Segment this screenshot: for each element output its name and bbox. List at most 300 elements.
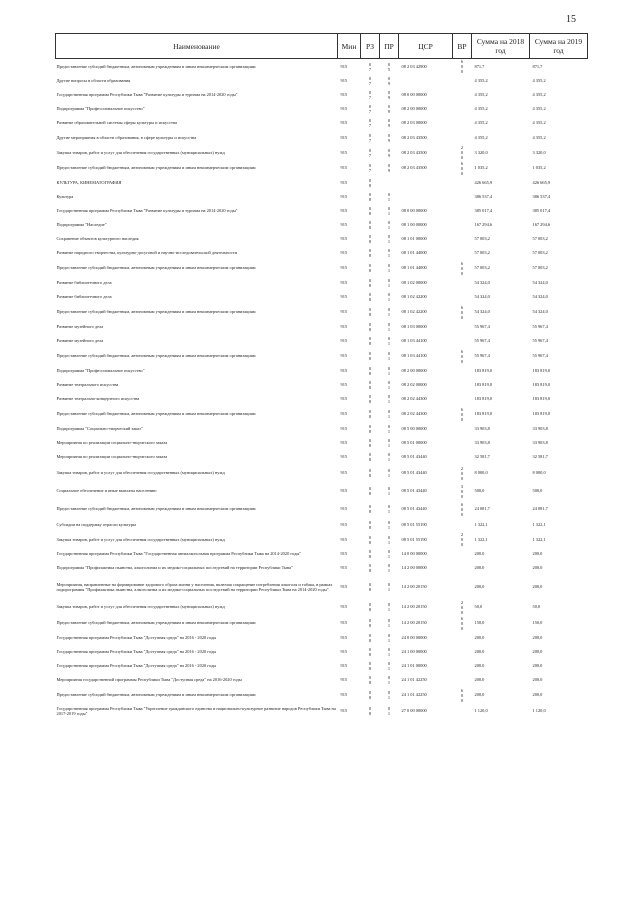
row-sum-2019: 55 967,4	[532, 324, 548, 330]
table-row	[56, 464, 588, 482]
row-rz: 0 8	[368, 706, 372, 716]
row-vr	[453, 290, 472, 304]
row-sum-2019: 54 324,0	[532, 294, 548, 300]
table-row	[56, 673, 588, 687]
row-min: 915	[340, 208, 348, 214]
row-sum-2018: 167 294,6	[474, 222, 493, 228]
row-sum-2018: 57 003,2	[474, 250, 490, 256]
row-csr: 14 0 00 00000	[401, 551, 427, 557]
table-header-row	[56, 34, 588, 59]
row-name: Предоставление субсидий бюджетным, автономным учреждениям и иным некоммерческим организациям	[56, 309, 256, 315]
row-pr: 0 1	[387, 248, 391, 258]
table-row	[56, 599, 588, 615]
row-rz: 0 7	[368, 118, 372, 128]
row-min: 915	[340, 149, 348, 155]
row-rz: 0 7	[368, 104, 372, 114]
row-csr	[399, 176, 453, 190]
row-rz: 0 7	[368, 132, 372, 143]
table-row	[56, 561, 588, 575]
row-rz: 0 8	[368, 602, 372, 612]
row-min: 915	[340, 440, 348, 446]
table-row	[56, 450, 588, 464]
row-pr: 0 1	[387, 633, 391, 643]
table-row	[56, 518, 588, 532]
row-csr: 08 2 03 43500	[401, 149, 427, 155]
row-vr	[453, 334, 472, 348]
table-row	[56, 687, 588, 703]
row-name: Мероприятия государственной программы Республики Тыва "Доступная среда" на 2016-2020 годы	[56, 677, 242, 683]
row-vr	[453, 631, 472, 645]
row-sum-2019: 33 903,8	[532, 440, 548, 446]
row-pr: 0 9	[387, 118, 391, 128]
row-sum-2019: 1 035,2	[532, 165, 546, 171]
row-name: Мероприятия, направленные на формирование здорового образа жизни у населения, включая сокращение потребления алкоголя и табака, в рамках подпрограммы "Профилактика пьянства, алкоголизма и их медико-социальных последствий на территории Республики Тыва на 2014-2020 годы"	[56, 581, 333, 592]
row-rz: 0 8	[368, 351, 372, 361]
row-name: Развитие театрального искусства	[56, 382, 119, 388]
row-sum-2019: 167 294,6	[532, 222, 551, 228]
row-sum-2018: 183 819,0	[474, 411, 493, 417]
row-sum-2019: 57 003,2	[532, 265, 548, 271]
row-min: 915	[340, 677, 348, 683]
table-row	[56, 348, 588, 364]
row-csr: 08 1 03 44100	[401, 353, 427, 359]
row-sum-2019: 200,0	[532, 677, 543, 683]
table-row	[56, 88, 588, 102]
row-min: 915	[340, 551, 348, 557]
row-csr: 08 2 02 44300	[401, 396, 427, 402]
row-pr: 0 1	[387, 504, 391, 514]
row-min: 915	[340, 106, 348, 112]
row-sum-2019: 33 903,8	[532, 426, 548, 432]
row-vr	[453, 190, 472, 204]
row-vr	[453, 547, 472, 561]
row-sum-2018: 1 322,1	[474, 536, 488, 542]
row-sum-2019: 4 355,2	[532, 78, 546, 84]
header-sum-2018: Сумма на 2018 год	[472, 34, 530, 59]
table-row	[56, 378, 588, 392]
row-rz: 0 8	[368, 192, 372, 202]
row-name: Предоставление субсидий бюджетным, автономным учреждениям и иным некоммерческим организациям	[56, 620, 256, 626]
row-pr: 0 1	[387, 192, 391, 202]
table-row	[56, 334, 588, 348]
row-sum-2019: 55 967,4	[532, 353, 548, 359]
row-sum-2019: 500,0	[532, 488, 543, 494]
row-vr	[453, 232, 472, 246]
row-name: Закупка товаров, работ и услуг для обеспечения государственных (муниципальных) нужд	[56, 604, 225, 610]
table-row	[56, 422, 588, 436]
row-sum-2018: 54 324,0	[474, 309, 490, 315]
row-pr: 0 1	[387, 602, 391, 612]
row-sum-2018: 200,0	[474, 692, 485, 698]
row-name: Предоставление субсидий бюджетным, автономным учреждениям и иным некоммерческим организациям	[56, 353, 256, 359]
row-vr: 6 0 0	[460, 501, 464, 517]
row-name: Предоставление субсидий бюджетным, автономным учреждениям и иным некоммерческим организациям	[56, 411, 256, 417]
row-csr: 08 1 01 44000	[401, 265, 427, 271]
row-name: Подпрограмма "Профессиональное искусство"	[56, 106, 145, 112]
row-sum-2019: 8 000,0	[532, 470, 546, 476]
row-name: Подпрограмма "Наследие"	[56, 222, 107, 228]
row-rz: 0 7	[368, 61, 372, 72]
row-sum-2019: 871,7	[532, 63, 543, 69]
row-sum-2019: 54 324,0	[532, 280, 548, 286]
row-csr: 08 1 01 00000	[401, 236, 427, 242]
row-csr: 08 1 03 44100	[401, 338, 427, 344]
row-name: Государственная программа Республики Тыва "Укрепление гражданского единства и национально-культурное развитие народов Республики Тыва на 2017-2019 годы"	[56, 705, 336, 716]
row-name: Подпрограмма "Профессиональное искусство"	[56, 368, 145, 374]
row-vr: 2 0 0	[460, 465, 464, 481]
row-name: Развитие музейного дела	[56, 324, 104, 330]
row-pr: 0 1	[387, 394, 391, 404]
row-min: 915	[340, 604, 348, 610]
row-pr: 0 1	[387, 520, 391, 530]
row-name: Развитие музейного дела	[56, 338, 104, 344]
row-name: Подпрограмма "Профилактика пьянства, алкоголизма и их медико-социальных последствий на территории Республики Тыва"	[56, 565, 293, 571]
row-csr: 08 2 02 44300	[401, 411, 427, 417]
row-sum-2019: 1 322,1	[532, 536, 546, 542]
row-rz: 0 8	[368, 424, 372, 434]
row-pr: 0 1	[387, 380, 391, 390]
row-name: Закупка товаров, работ и услуг для обеспечения государственных (муниципальных) нужд	[56, 536, 225, 542]
row-sum-2019: 426 665,9	[532, 180, 551, 186]
table-row	[56, 176, 588, 190]
row-csr	[399, 74, 453, 88]
row-sum-2018: 386 537,4	[474, 194, 493, 200]
row-vr	[453, 518, 472, 532]
row-pr: 0 1	[387, 424, 391, 434]
row-rz: 0 8	[368, 618, 372, 628]
table-row	[56, 246, 588, 260]
row-rz: 0 8	[368, 549, 372, 559]
row-pr: 0 9	[387, 104, 391, 114]
row-vr: 6 0 0	[460, 59, 464, 74]
row-vr: 6 0 0	[460, 304, 464, 320]
table-row	[56, 218, 588, 232]
row-rz: 0 8	[368, 647, 372, 657]
row-rz: 0 7	[368, 76, 372, 86]
row-csr: 08 0 00 00000	[401, 92, 427, 98]
row-min: 915	[340, 708, 348, 714]
row-min: 915	[340, 584, 348, 590]
row-sum-2018: 385 017,4	[474, 208, 493, 214]
row-csr: 14 2 00 20150	[401, 620, 427, 626]
row-sum-2019: 200,0	[532, 692, 543, 698]
table-row	[56, 406, 588, 422]
row-name: Государственная программа Республики Тыва "Доступная среда" на 2016 - 2020 годы	[56, 649, 217, 655]
row-csr: 24 1 00 00000	[401, 649, 427, 655]
row-vr	[453, 436, 472, 450]
row-csr: 14 2 00 20150	[401, 604, 427, 610]
row-sum-2018: 33 903,8	[474, 426, 490, 432]
row-sum-2019: 150,0	[532, 620, 543, 626]
table-row	[56, 59, 588, 75]
row-csr: 08 1 02 00000	[401, 280, 427, 286]
row-sum-2018: 150,0	[474, 620, 485, 626]
header-rz: РЗ	[361, 34, 380, 59]
row-csr: 24 1 01 42250	[401, 692, 427, 698]
row-rz: 0 8	[368, 633, 372, 643]
row-pr: 0 1	[387, 278, 391, 288]
row-vr: 6 0 0	[460, 615, 464, 631]
row-csr: 08 2 00 00000	[401, 106, 427, 112]
row-pr: 0 1	[387, 468, 391, 478]
row-vr	[453, 130, 472, 145]
table-row	[56, 364, 588, 378]
row-min: 915	[340, 309, 348, 315]
row-rz: 0 8	[368, 409, 372, 419]
row-sum-2018: 50,0	[474, 604, 483, 610]
row-vr	[453, 320, 472, 334]
row-sum-2018: 200,0	[474, 551, 485, 557]
row-csr: 24 0 00 00000	[401, 635, 427, 641]
row-vr	[453, 364, 472, 378]
row-pr: 0 1	[387, 322, 391, 332]
row-sum-2019: 200,0	[532, 649, 543, 655]
row-sum-2019: 57 003,2	[532, 250, 548, 256]
header-pr: ПР	[380, 34, 399, 59]
row-name: Предоставление субсидий бюджетным, автономным учреждениям и иным некоммерческим организациям	[56, 692, 256, 698]
row-min: 915	[340, 635, 348, 641]
table-row	[56, 190, 588, 204]
row-name: Развитие образовательной системы сферы культуры и искусства	[56, 120, 177, 126]
row-rz: 0 8	[368, 486, 372, 496]
row-vr: 6 0 0	[460, 160, 464, 176]
row-min: 915	[340, 454, 348, 460]
table-row	[56, 145, 588, 160]
row-vr: 2 0 0	[460, 145, 464, 160]
row-rz: 0 8	[368, 675, 372, 685]
row-sum-2018: 1 120,0	[474, 708, 488, 714]
row-pr: 0 9	[387, 163, 391, 173]
row-sum-2019: 57 003,2	[532, 236, 548, 242]
row-min: 915	[340, 294, 348, 300]
row-vr	[453, 176, 472, 190]
row-csr: 08 5 01 43440	[401, 470, 427, 476]
row-sum-2018: 54 324,0	[474, 280, 490, 286]
row-rz: 0 8	[368, 220, 372, 230]
row-sum-2018: 183 819,0	[474, 396, 493, 402]
row-rz: 0 7	[368, 147, 372, 158]
row-min: 915	[340, 78, 348, 84]
row-min: 915	[340, 236, 348, 242]
row-rz: 0 8	[368, 234, 372, 244]
table-row	[56, 130, 588, 145]
row-csr: 08 2 03 00000	[401, 120, 427, 126]
row-vr	[453, 703, 472, 719]
row-vr	[453, 422, 472, 436]
row-vr	[453, 204, 472, 218]
row-min: 915	[340, 324, 348, 330]
row-min: 915	[340, 63, 348, 69]
row-csr: 14 2 00 00000	[401, 565, 427, 571]
row-sum-2018: 200,0	[474, 649, 485, 655]
row-vr: 3 0 0	[460, 483, 464, 499]
row-rz: 0 8	[368, 366, 372, 376]
table-row	[56, 160, 588, 176]
row-vr	[453, 659, 472, 673]
row-pr: 0 1	[387, 661, 391, 671]
row-sum-2019: 183 819,0	[532, 411, 551, 417]
table-row	[56, 703, 588, 719]
row-pr: 0 1	[387, 336, 391, 346]
row-min: 915	[340, 620, 348, 626]
row-min: 915	[340, 194, 348, 200]
row-rz: 0 8	[368, 322, 372, 332]
row-pr: 0 1	[387, 549, 391, 559]
row-min: 915	[340, 338, 348, 344]
row-pr: 0 1	[387, 486, 391, 496]
row-min: 915	[340, 426, 348, 432]
table-row	[56, 532, 588, 547]
table-row	[56, 392, 588, 406]
table-row	[56, 575, 588, 599]
row-sum-2019: 1 322,1	[532, 522, 546, 528]
header-sum-2019: Сумма на 2019 год	[530, 34, 588, 59]
row-name: Развитие народного творчества, культурно-досуговой и научно-исследовательской деятельности	[56, 250, 238, 256]
row-min: 915	[340, 180, 348, 186]
row-sum-2018: 200,0	[474, 635, 485, 641]
row-sum-2019: 3 320,0	[532, 149, 546, 155]
row-vr	[453, 645, 472, 659]
row-name: Сохранение объектов культурного наследия	[56, 236, 139, 242]
table-row	[56, 304, 588, 320]
row-sum-2019: 24 081,7	[532, 506, 548, 512]
row-min: 915	[340, 368, 348, 374]
row-csr: 08 1 02 42200	[401, 294, 427, 300]
row-vr	[453, 74, 472, 88]
row-vr: 2 0 0	[460, 532, 464, 547]
row-vr	[453, 218, 472, 232]
row-rz: 0 8	[368, 336, 372, 346]
table-row	[56, 436, 588, 450]
row-min: 915	[340, 649, 348, 655]
row-min: 915	[340, 165, 348, 171]
row-name: Государственная программа Республики Тыва "Доступная среда" на 2016 - 2020 годы	[56, 635, 217, 641]
row-rz: 0 8	[368, 394, 372, 404]
row-rz: 0 7	[368, 163, 372, 173]
table-row	[56, 659, 588, 673]
row-name: Субсидии на поддержку отрасли культуры	[56, 522, 136, 528]
row-sum-2018: 32 581,7	[474, 454, 490, 460]
row-vr	[453, 276, 472, 290]
table-row	[56, 74, 588, 88]
row-sum-2019: 385 017,4	[532, 208, 551, 214]
row-min: 915	[340, 488, 348, 494]
row-pr: 0 1	[387, 220, 391, 230]
row-sum-2019: 183 819,0	[532, 382, 551, 388]
table-row	[56, 320, 588, 334]
row-sum-2018: 55 967,4	[474, 324, 490, 330]
row-min: 915	[340, 92, 348, 98]
row-rz: 0 8	[368, 468, 372, 478]
row-pr: 0 1	[387, 582, 391, 592]
header-vr: ВР	[453, 34, 472, 59]
row-sum-2019: 32 581,7	[532, 454, 548, 460]
row-pr: 0 9	[387, 90, 391, 100]
row-rz: 0 8	[368, 278, 372, 288]
row-vr: 2 0 0	[460, 599, 464, 615]
row-rz: 0 8	[368, 661, 372, 671]
row-sum-2019: 200,0	[532, 663, 543, 669]
row-pr: 0 1	[387, 563, 391, 573]
row-pr	[380, 176, 399, 190]
table-row	[56, 232, 588, 246]
row-sum-2018: 54 324,0	[474, 294, 490, 300]
row-rz: 0 8	[368, 582, 372, 592]
row-pr: 0 1	[387, 292, 391, 302]
row-vr	[453, 575, 472, 599]
row-name: Предоставление субсидий бюджетным, автономным учреждениям и иным некоммерческим организациям	[56, 165, 256, 171]
row-min: 915	[340, 470, 348, 476]
row-vr: 6 0 0	[460, 260, 464, 276]
table-row	[56, 290, 588, 304]
row-min: 915	[340, 565, 348, 571]
row-pr: 0 1	[387, 263, 391, 273]
row-name: Государственная программа Республики Тыва "Развитие культуры и туризма на 2014-2020 годы"	[56, 208, 238, 214]
row-sum-2018: 4 355,2	[474, 120, 488, 126]
row-sum-2018: 57 003,2	[474, 265, 490, 271]
row-pr: 0 1	[387, 409, 391, 419]
row-name: Мероприятия по реализации социально-творческого заказа	[56, 440, 168, 446]
row-sum-2018: 1 035,2	[474, 165, 488, 171]
row-pr: 0 9	[387, 147, 391, 158]
row-name: Государственная программа Республики Тыва "Государственная антиалкогольная программа Республики Тыва на 2014-2020 годы"	[56, 551, 302, 557]
row-rz: 0 8	[368, 248, 372, 258]
row-pr: 0 1	[387, 351, 391, 361]
table-row	[56, 116, 588, 130]
row-min: 915	[340, 265, 348, 271]
row-sum-2019: 183 819,0	[532, 368, 551, 374]
row-min: 915	[340, 522, 348, 528]
page-number: 15	[566, 14, 576, 25]
row-rz: 0 8	[368, 292, 372, 302]
row-vr	[453, 673, 472, 687]
row-rz: 0 8	[368, 690, 372, 700]
row-pr: 0 1	[387, 706, 391, 716]
row-vr	[453, 88, 472, 102]
header-csr: ЦСР	[399, 34, 453, 59]
row-min: 915	[340, 663, 348, 669]
row-vr	[453, 102, 472, 116]
row-pr: 0 1	[387, 452, 391, 462]
row-sum-2018: 200,0	[474, 584, 485, 590]
row-sum-2018: 500,0	[474, 488, 485, 494]
row-sum-2018: 200,0	[474, 663, 485, 669]
row-sum-2018: 871,7	[474, 63, 485, 69]
table-body	[56, 59, 588, 720]
table-row	[56, 500, 588, 518]
row-rz: 0 7	[368, 90, 372, 100]
row-csr: 08 5 01 43440	[401, 454, 427, 460]
row-pr: 0 1	[387, 234, 391, 244]
table-row	[56, 645, 588, 659]
row-vr: 6 0 0	[460, 687, 464, 703]
table-row	[56, 482, 588, 500]
row-sum-2019: 4 355,2	[532, 120, 546, 126]
row-vr	[453, 116, 472, 130]
row-sum-2018: 57 003,2	[474, 236, 490, 242]
row-rz: 0 8	[368, 520, 372, 530]
row-csr: 08 2 03 42900	[401, 63, 427, 69]
row-csr: 08 2 00 00000	[401, 368, 427, 374]
row-sum-2018: 33 903,8	[474, 440, 490, 446]
row-vr: 6 0 0	[460, 348, 464, 364]
row-min: 915	[340, 396, 348, 402]
row-sum-2019: 4 355,2	[532, 134, 546, 140]
row-csr: 08 5 01 55190	[401, 522, 427, 528]
row-name: Другие мероприятия в области образования, в сфере культуры и искусства	[56, 134, 197, 140]
row-csr: 08 2 02 00000	[401, 382, 427, 388]
row-name: Подпрограмма "Социально-творческий заказ"	[56, 426, 143, 432]
